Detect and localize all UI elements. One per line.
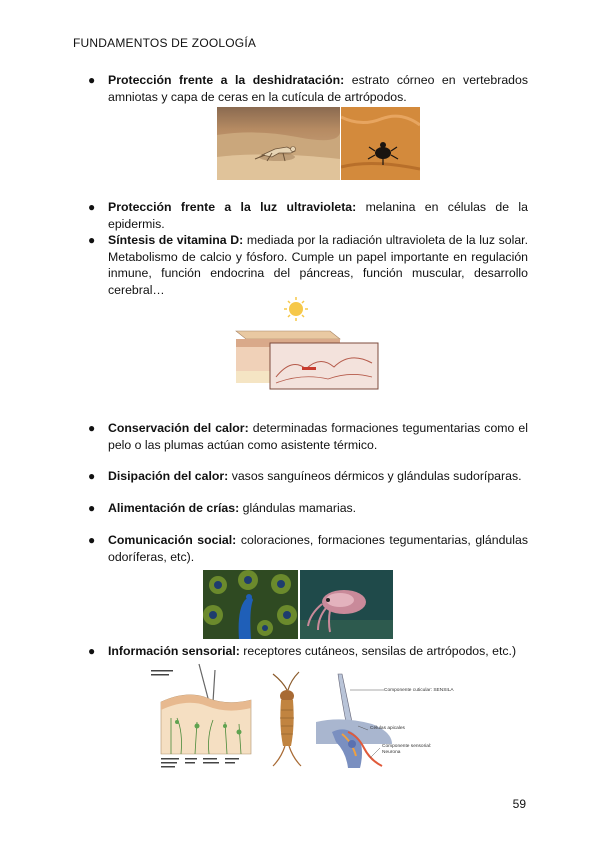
bullet-desc: melanina en células de la epidermis. <box>108 200 528 231</box>
bullet-dot: ● <box>88 644 96 658</box>
bullet-desc: glándulas mamarias. <box>239 501 357 515</box>
desert-lizard-photo <box>217 107 340 180</box>
desert-beetle-photo <box>341 107 420 180</box>
bullet-dot: ● <box>88 233 96 247</box>
mosquito-larva-image <box>259 670 314 770</box>
bullet-luz-ultravioleta <box>88 199 528 232</box>
bullet-alimentacion-crias <box>88 500 528 517</box>
bullet-vitamina-d <box>88 232 528 298</box>
bullet-conservacion-calor <box>88 420 528 453</box>
sensilla-label-mid: Células apicales <box>370 726 405 731</box>
bullet-desc: determinadas formaciones tegumentarias como el pelo o las plumas actúan como asistente térmico. <box>108 421 528 452</box>
peacock-photo <box>203 570 298 639</box>
bullet-term: Protección frente a la deshidratación: <box>108 73 345 87</box>
skin-sun-diagram <box>232 297 384 395</box>
bullet-dot: ● <box>88 469 96 483</box>
bullet-desc: vasos sanguíneos dérmicos y glándulas sudoríparas. <box>228 469 522 483</box>
bullet-deshidratacion <box>88 72 528 105</box>
bullet-disipacion-calor <box>88 468 528 485</box>
sensilla-label-bottom <box>382 744 431 756</box>
sensilla-label-bottom-1: Componente sensorial: <box>382 744 432 749</box>
bullet-term: Disipación del calor: <box>108 469 229 483</box>
bullet-comunicacion-social <box>88 532 528 565</box>
bullet-dot: ● <box>88 533 96 547</box>
bullet-dot: ● <box>88 421 96 435</box>
bullet-informacion-sensorial <box>88 643 528 660</box>
bullet-desc: coloraciones, formaciones tegumentarias, glándulas odoríferas, etc). <box>108 533 528 564</box>
skin-receptors-diagram <box>147 662 255 775</box>
bullet-term: Información sensorial: <box>108 644 240 658</box>
bullet-term: Alimentación de crías: <box>108 501 240 515</box>
bullet-desc: estrato córneo en vertebrados amniotas y capa de ceras en la cutícula de artrópodos. <box>108 73 528 104</box>
bullet-dot: ● <box>88 73 96 87</box>
bullet-desc: receptores cutáneos, sensilas de artrópodos, etc.) <box>239 644 517 658</box>
bullet-dot: ● <box>88 501 96 515</box>
sensilla-label-bottom-2: Neurona <box>382 750 401 755</box>
bullet-desc: mediada por la radiación ultravioleta de la luz solar. Metabolismo de calcio y fósforo. Cumple un papel importante en regulación inmune, función endocrina del páncreas, función muscular, desarrollo cerebral… <box>108 233 528 297</box>
bullet-term: Protección frente a la luz ultravioleta: <box>108 200 357 214</box>
bullet-term: Conservación del calor: <box>108 421 249 435</box>
bullet-term: Síntesis de vitamina D: <box>108 233 244 247</box>
bullet-term: Comunicación social: <box>108 533 237 547</box>
page-header: FUNDAMENTOS DE ZOOLOGÍA <box>73 36 257 50</box>
cuttlefish-photo <box>300 570 393 639</box>
bullet-dot: ● <box>88 200 96 214</box>
page-number: 59 <box>512 797 526 811</box>
sensilla-label-top: Componente cuticular: SENSILA <box>384 688 454 693</box>
